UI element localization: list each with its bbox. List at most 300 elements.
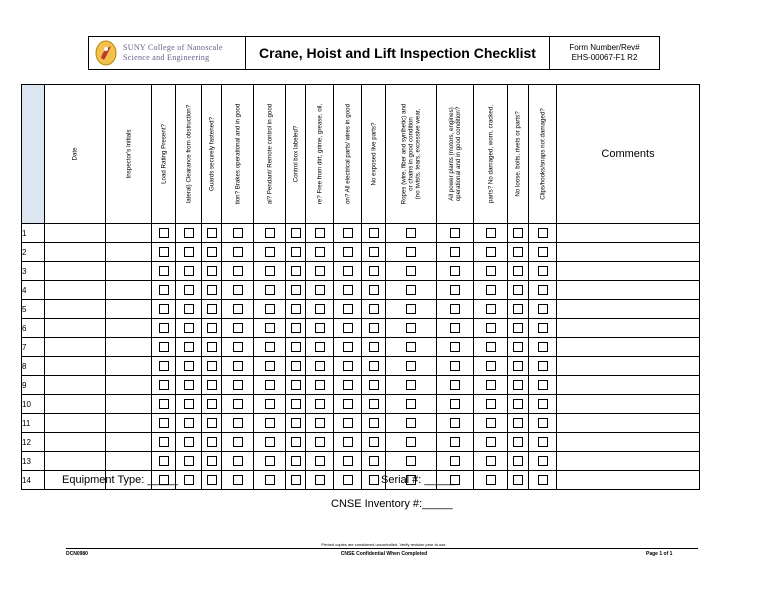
inspection-checkbox[interactable]: [538, 475, 548, 485]
inspection-checkbox[interactable]: [450, 380, 460, 390]
inspection-checkbox[interactable]: [486, 475, 496, 485]
table-row: [22, 281, 700, 300]
checkbox-cell: [254, 452, 286, 471]
initials-cell[interactable]: [106, 376, 152, 395]
inspection-checkbox[interactable]: [184, 418, 194, 428]
inspection-checkbox[interactable]: [406, 361, 416, 371]
inspection-checkbox[interactable]: [343, 361, 353, 371]
inspection-checkbox[interactable]: [207, 475, 217, 485]
inspection-checkbox[interactable]: [450, 228, 460, 238]
inspection-checkbox[interactable]: [450, 304, 460, 314]
comments-cell[interactable]: [557, 395, 700, 414]
inspection-checkbox[interactable]: [513, 266, 523, 276]
initials-cell[interactable]: [106, 414, 152, 433]
inspection-checkbox[interactable]: [486, 285, 496, 295]
checkbox-cell: [362, 414, 386, 433]
initials-cell[interactable]: [106, 224, 152, 243]
inspection-checkbox[interactable]: [265, 285, 275, 295]
checkbox-cell: [222, 357, 254, 376]
inspection-checkbox[interactable]: [184, 475, 194, 485]
initials-cell[interactable]: [106, 262, 152, 281]
inspection-checkbox[interactable]: [233, 247, 243, 257]
inspection-checkbox[interactable]: [291, 266, 301, 276]
inspection-checkbox[interactable]: [538, 361, 548, 371]
column-header: [152, 85, 176, 224]
inspection-checkbox[interactable]: [207, 399, 217, 409]
checkbox-cell: [202, 433, 222, 452]
comments-cell[interactable]: [557, 414, 700, 433]
inspection-checkbox[interactable]: [315, 323, 325, 333]
inspection-checkbox[interactable]: [343, 437, 353, 447]
initials-cell[interactable]: [106, 300, 152, 319]
checkbox-cell: [254, 262, 286, 281]
inspection-checkbox[interactable]: [184, 456, 194, 466]
date-cell[interactable]: [45, 414, 106, 433]
inspection-checkbox[interactable]: [315, 361, 325, 371]
inspection-checkbox[interactable]: [184, 228, 194, 238]
inspection-checkbox[interactable]: [450, 342, 460, 352]
inspection-checkbox[interactable]: [184, 361, 194, 371]
column-header-label: Inspector's Initials: [125, 129, 132, 179]
column-header: [222, 85, 254, 224]
inventory-number-field[interactable]: CNSE Inventory #:_____: [331, 498, 453, 510]
checkbox-cell: [508, 319, 529, 338]
inspection-checkbox[interactable]: [315, 247, 325, 257]
checkbox-cell: [222, 243, 254, 262]
initials-cell[interactable]: [106, 243, 152, 262]
inspection-checkbox[interactable]: [207, 361, 217, 371]
comments-cell[interactable]: [557, 471, 700, 490]
inspection-checkbox[interactable]: [159, 323, 169, 333]
inspection-checkbox[interactable]: [513, 247, 523, 257]
inspection-checkbox[interactable]: [159, 399, 169, 409]
inspection-checkbox[interactable]: [486, 456, 496, 466]
inspection-checkbox[interactable]: [233, 475, 243, 485]
inspection-checkbox[interactable]: [159, 380, 169, 390]
inspection-checkbox[interactable]: [315, 456, 325, 466]
form-number: EHS-00067-F1 R2: [571, 53, 638, 62]
inspection-checkbox[interactable]: [343, 323, 353, 333]
inspection-checkbox[interactable]: [315, 228, 325, 238]
inspection-checkbox[interactable]: [207, 437, 217, 447]
inspection-checkbox[interactable]: [159, 285, 169, 295]
inspection-checkbox[interactable]: [233, 418, 243, 428]
inspection-checkbox[interactable]: [406, 437, 416, 447]
checkbox-cell: [222, 338, 254, 357]
equipment-type-field[interactable]: Equipment Type: _____: [62, 474, 178, 486]
inspection-checkbox[interactable]: [207, 285, 217, 295]
checkbox-cell: [202, 338, 222, 357]
initials-cell[interactable]: [106, 319, 152, 338]
checkbox-cell: [306, 281, 334, 300]
checkbox-cell: [529, 471, 557, 490]
inspection-checkbox[interactable]: [406, 342, 416, 352]
checkbox-cell: [152, 376, 176, 395]
inspection-checkbox[interactable]: [207, 304, 217, 314]
column-header: [254, 85, 286, 224]
inspection-checkbox[interactable]: [159, 247, 169, 257]
inspection-checkbox[interactable]: [513, 361, 523, 371]
initials-cell[interactable]: [106, 452, 152, 471]
inspection-checkbox[interactable]: [315, 380, 325, 390]
inspection-checkbox[interactable]: [265, 418, 275, 428]
checkbox-cell: [437, 243, 474, 262]
inspection-checkbox[interactable]: [369, 456, 379, 466]
inspection-checkbox[interactable]: [406, 418, 416, 428]
checkbox-cell: [508, 414, 529, 433]
inspection-checkbox[interactable]: [343, 266, 353, 276]
inspection-checkbox[interactable]: [343, 399, 353, 409]
inspection-checkbox[interactable]: [343, 418, 353, 428]
checkbox-cell: [529, 433, 557, 452]
checkbox-cell: [508, 262, 529, 281]
checkbox-cell: [176, 281, 202, 300]
inspection-checkbox[interactable]: [450, 437, 460, 447]
inspection-checkbox[interactable]: [207, 228, 217, 238]
inspection-checkbox[interactable]: [513, 380, 523, 390]
inspection-checkbox[interactable]: [265, 304, 275, 314]
inspection-checkbox[interactable]: [513, 304, 523, 314]
inspection-checkbox[interactable]: [538, 247, 548, 257]
initials-cell[interactable]: [106, 395, 152, 414]
inspection-checkbox[interactable]: [538, 285, 548, 295]
inspection-checkbox[interactable]: [233, 342, 243, 352]
date-cell[interactable]: [45, 319, 106, 338]
column-header-label: Control box labeled?: [292, 125, 299, 183]
inspection-checkbox[interactable]: [343, 285, 353, 295]
inspection-checkbox[interactable]: [291, 380, 301, 390]
inspection-checkbox[interactable]: [369, 380, 379, 390]
checkbox-cell: [176, 319, 202, 338]
table-row: [22, 338, 700, 357]
inspection-checkbox[interactable]: [291, 323, 301, 333]
initials-cell[interactable]: [106, 433, 152, 452]
inspection-checkbox[interactable]: [369, 418, 379, 428]
inspection-checkbox[interactable]: [538, 342, 548, 352]
inspection-checkbox[interactable]: [233, 380, 243, 390]
inspection-checkbox[interactable]: [513, 228, 523, 238]
inspection-checkbox[interactable]: [265, 361, 275, 371]
inspection-checkbox[interactable]: [486, 247, 496, 257]
inspection-checkbox[interactable]: [291, 247, 301, 257]
checkbox-cell: [362, 338, 386, 357]
checkbox-cell: [306, 319, 334, 338]
inspection-checkbox[interactable]: [315, 342, 325, 352]
column-header: [508, 85, 529, 224]
date-cell[interactable]: [45, 281, 106, 300]
inspection-checkbox[interactable]: [513, 285, 523, 295]
inspection-checkbox[interactable]: [233, 456, 243, 466]
inspection-checkbox[interactable]: [207, 456, 217, 466]
inspection-checkbox[interactable]: [233, 285, 243, 295]
date-cell[interactable]: [45, 243, 106, 262]
inspection-checkbox[interactable]: [315, 285, 325, 295]
comments-cell[interactable]: [557, 224, 700, 243]
inspection-checkbox[interactable]: [406, 228, 416, 238]
checkbox-cell: [152, 357, 176, 376]
date-cell[interactable]: [45, 452, 106, 471]
inspection-checkbox[interactable]: [406, 380, 416, 390]
inspection-checkbox[interactable]: [265, 342, 275, 352]
date-cell[interactable]: [45, 376, 106, 395]
column-header-label: on? All electrical parts/ wires in good: [344, 103, 351, 205]
inspection-checkbox[interactable]: [486, 304, 496, 314]
inspection-checkbox[interactable]: [291, 437, 301, 447]
inspection-checkbox[interactable]: [406, 399, 416, 409]
inspection-checkbox[interactable]: [291, 399, 301, 409]
initials-cell[interactable]: [106, 357, 152, 376]
inspection-checkbox[interactable]: [184, 342, 194, 352]
checkbox-cell: [202, 300, 222, 319]
checkbox-cell: [202, 224, 222, 243]
inspection-checkbox[interactable]: [486, 361, 496, 371]
date-cell[interactable]: [45, 395, 106, 414]
comments-cell[interactable]: [557, 357, 700, 376]
inspection-checkbox[interactable]: [343, 456, 353, 466]
inspection-checkbox[interactable]: [159, 342, 169, 352]
checkbox-cell: [152, 395, 176, 414]
inspection-checkbox[interactable]: [450, 456, 460, 466]
column-header: [529, 85, 557, 224]
initials-cell[interactable]: [106, 338, 152, 357]
date-cell[interactable]: [45, 357, 106, 376]
inspection-checkbox[interactable]: [343, 342, 353, 352]
inspection-checkbox[interactable]: [291, 456, 301, 466]
inspection-checkbox[interactable]: [369, 304, 379, 314]
inspection-checkbox[interactable]: [159, 418, 169, 428]
inspection-checkbox[interactable]: [265, 323, 275, 333]
inspection-checkbox[interactable]: [406, 285, 416, 295]
inspection-checkbox[interactable]: [513, 342, 523, 352]
comments-cell[interactable]: [557, 433, 700, 452]
inspection-checkbox[interactable]: [233, 323, 243, 333]
inspection-checkbox[interactable]: [233, 361, 243, 371]
inspection-checkbox[interactable]: [343, 228, 353, 238]
date-cell[interactable]: [45, 262, 106, 281]
checkbox-cell: [202, 471, 222, 490]
comments-cell[interactable]: [557, 243, 700, 262]
column-header: [386, 85, 437, 224]
inspection-checkbox[interactable]: [207, 266, 217, 276]
serial-number-field[interactable]: Serial #: _____: [381, 474, 455, 486]
inspection-checkbox[interactable]: [513, 418, 523, 428]
initials-cell[interactable]: [106, 281, 152, 300]
inspection-checkbox[interactable]: [184, 399, 194, 409]
checkbox-cell: [362, 281, 386, 300]
inspection-checkbox[interactable]: [265, 456, 275, 466]
inspection-checkbox[interactable]: [369, 342, 379, 352]
inspection-checkbox[interactable]: [369, 323, 379, 333]
row-number: 1: [22, 224, 45, 243]
checkbox-cell: [474, 243, 508, 262]
checkbox-cell: [334, 433, 362, 452]
inspection-checkbox[interactable]: [369, 475, 379, 485]
table-body: [22, 224, 700, 490]
inspection-checkbox[interactable]: [406, 266, 416, 276]
inspection-checkbox[interactable]: [184, 380, 194, 390]
column-header-label: All power plants (motors, engines) operational and in good condition?: [448, 106, 462, 202]
inspection-checkbox[interactable]: [291, 342, 301, 352]
inspection-checkbox[interactable]: [406, 456, 416, 466]
column-header-label: Load Rating Present?: [160, 124, 167, 184]
inspection-checkbox[interactable]: [159, 266, 169, 276]
inspection-checkbox[interactable]: [369, 228, 379, 238]
inspection-checkbox[interactable]: [343, 304, 353, 314]
inspection-checkbox[interactable]: [265, 247, 275, 257]
row-number: 14: [22, 471, 45, 490]
inspection-checkbox[interactable]: [538, 399, 548, 409]
inspection-checkbox[interactable]: [265, 228, 275, 238]
inspection-checkbox[interactable]: [343, 475, 353, 485]
inspection-checkbox[interactable]: [369, 361, 379, 371]
inspection-checkbox[interactable]: [343, 247, 353, 257]
row-number: 5: [22, 300, 45, 319]
inspection-checkbox[interactable]: [184, 304, 194, 314]
date-cell[interactable]: [45, 300, 106, 319]
inspection-checkbox[interactable]: [538, 418, 548, 428]
inspection-checkbox[interactable]: [486, 380, 496, 390]
inspection-checkbox[interactable]: [486, 323, 496, 333]
inspection-checkbox[interactable]: [486, 266, 496, 276]
inspection-checkbox[interactable]: [450, 285, 460, 295]
inspection-checkbox[interactable]: [315, 418, 325, 428]
inspection-checkbox[interactable]: [486, 228, 496, 238]
inspection-checkbox[interactable]: [159, 228, 169, 238]
inspection-checkbox[interactable]: [315, 475, 325, 485]
checkbox-cell: [386, 243, 437, 262]
inspection-checkbox[interactable]: [265, 475, 275, 485]
inspection-checkbox[interactable]: [207, 323, 217, 333]
inspection-checkbox[interactable]: [513, 399, 523, 409]
inspection-checkbox[interactable]: [265, 399, 275, 409]
inspection-checkbox[interactable]: [233, 437, 243, 447]
inspection-checkbox[interactable]: [538, 304, 548, 314]
inspection-checkbox[interactable]: [369, 266, 379, 276]
date-cell[interactable]: [45, 433, 106, 452]
inspection-checkbox[interactable]: [184, 247, 194, 257]
inspection-checkbox[interactable]: [450, 247, 460, 257]
checkbox-cell: [386, 319, 437, 338]
inspection-checkbox[interactable]: [207, 342, 217, 352]
checkbox-cell: [334, 452, 362, 471]
comments-cell[interactable]: [557, 262, 700, 281]
inspection-checkbox[interactable]: [233, 228, 243, 238]
inspection-checkbox[interactable]: [450, 418, 460, 428]
inspection-checkbox[interactable]: [343, 380, 353, 390]
inspection-checkbox[interactable]: [315, 304, 325, 314]
checkbox-cell: [222, 262, 254, 281]
checkbox-cell: [222, 319, 254, 338]
inspection-checkbox[interactable]: [315, 266, 325, 276]
inspection-checkbox[interactable]: [450, 266, 460, 276]
comments-cell[interactable]: [557, 338, 700, 357]
inspection-checkbox[interactable]: [369, 399, 379, 409]
comments-cell[interactable]: [557, 300, 700, 319]
comments-cell[interactable]: [557, 452, 700, 471]
inspection-checkbox[interactable]: [369, 247, 379, 257]
inspection-checkbox[interactable]: [233, 399, 243, 409]
checkbox-cell: [254, 338, 286, 357]
column-header: [362, 85, 386, 224]
inspection-checkbox[interactable]: [233, 304, 243, 314]
inspection-checkbox[interactable]: [315, 399, 325, 409]
inspection-checkbox[interactable]: [406, 323, 416, 333]
date-cell[interactable]: [45, 338, 106, 357]
inspection-checkbox[interactable]: [159, 456, 169, 466]
inspection-checkbox[interactable]: [538, 380, 548, 390]
inspection-checkbox[interactable]: [538, 323, 548, 333]
inspection-checkbox[interactable]: [538, 456, 548, 466]
inspection-checkbox[interactable]: [159, 437, 169, 447]
inspection-checkbox[interactable]: [291, 475, 301, 485]
inspection-checkbox[interactable]: [265, 380, 275, 390]
inspection-checkbox[interactable]: [291, 285, 301, 295]
checkbox-cell: [152, 300, 176, 319]
table-row: [22, 414, 700, 433]
inspection-checkbox[interactable]: [184, 266, 194, 276]
inspection-checkbox[interactable]: [538, 266, 548, 276]
checkbox-cell: [254, 433, 286, 452]
column-header-label: re? Free from dirt, grime, grease, oil,: [316, 103, 323, 205]
inspection-checkbox[interactable]: [538, 437, 548, 447]
inspection-checkbox[interactable]: [184, 285, 194, 295]
inspection-checkbox[interactable]: [184, 323, 194, 333]
inspection-checkbox[interactable]: [538, 228, 548, 238]
checkbox-cell: [202, 376, 222, 395]
inspection-checkbox[interactable]: [450, 399, 460, 409]
inspection-checkbox[interactable]: [486, 399, 496, 409]
inspection-checkbox[interactable]: [265, 437, 275, 447]
inspection-checkbox[interactable]: [207, 380, 217, 390]
inspection-checkbox[interactable]: [291, 418, 301, 428]
checkbox-cell: [508, 281, 529, 300]
inspection-checkbox[interactable]: [291, 304, 301, 314]
inspection-checkbox[interactable]: [406, 247, 416, 257]
inspection-checkbox[interactable]: [486, 418, 496, 428]
inspection-checkbox[interactable]: [184, 437, 194, 447]
inspection-checkbox[interactable]: [450, 361, 460, 371]
inspection-checkbox[interactable]: [265, 266, 275, 276]
date-cell[interactable]: [45, 224, 106, 243]
comments-cell[interactable]: [557, 319, 700, 338]
inspection-checkbox[interactable]: [369, 285, 379, 295]
inspection-checkbox[interactable]: [513, 437, 523, 447]
inspection-checkbox[interactable]: [513, 475, 523, 485]
checkbox-cell: [254, 300, 286, 319]
inspection-checkbox[interactable]: [207, 247, 217, 257]
inspection-checkbox[interactable]: [450, 323, 460, 333]
inspection-checkbox[interactable]: [513, 456, 523, 466]
inspection-checkbox[interactable]: [513, 323, 523, 333]
inspection-checkbox[interactable]: [486, 342, 496, 352]
checkbox-cell: [286, 281, 306, 300]
inspection-checkbox[interactable]: [406, 304, 416, 314]
checkbox-cell: [334, 376, 362, 395]
inspection-checkbox[interactable]: [315, 437, 325, 447]
inspection-checkbox[interactable]: [291, 228, 301, 238]
inspection-checkbox[interactable]: [159, 361, 169, 371]
inspection-checkbox[interactable]: [369, 437, 379, 447]
inspection-checkbox[interactable]: [486, 437, 496, 447]
inspection-checkbox[interactable]: [207, 418, 217, 428]
row-number: 8: [22, 357, 45, 376]
checkbox-cell: [202, 452, 222, 471]
inspection-checkbox[interactable]: [159, 304, 169, 314]
inspection-checkbox[interactable]: [291, 361, 301, 371]
comments-cell[interactable]: [557, 376, 700, 395]
comments-cell[interactable]: [557, 281, 700, 300]
inspection-checkbox[interactable]: [233, 266, 243, 276]
